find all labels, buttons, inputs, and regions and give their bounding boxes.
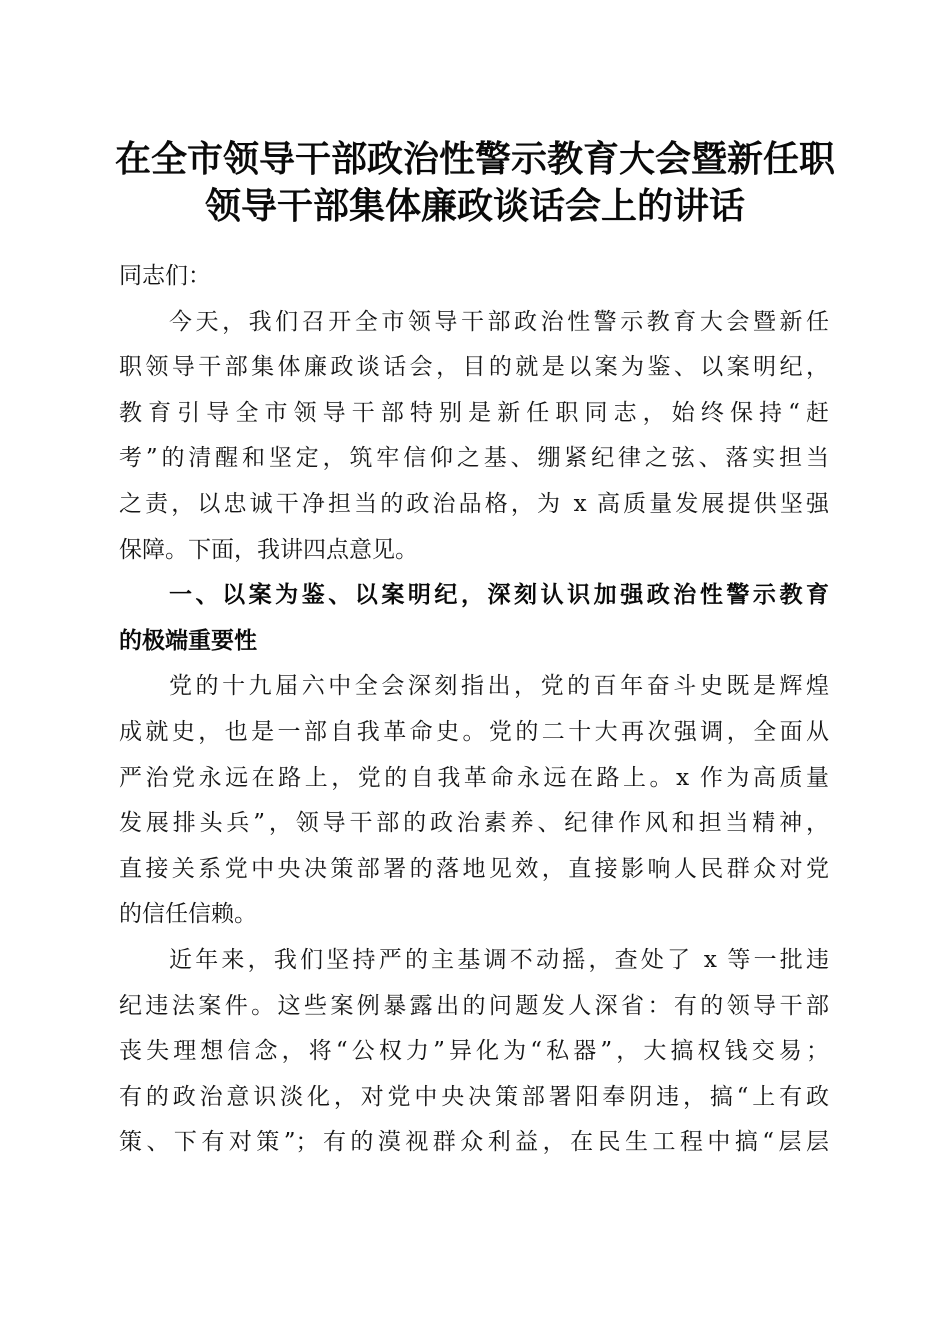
paragraph-line: 之责，以忠诚干净担当的政治品格，为 x 高质量发展提供坚强 <box>119 491 829 517</box>
paragraph-line: 有的政治意识淡化，对党中央决策部署阳奉阴违，搞“上有政 <box>119 1083 829 1110</box>
paragraph-line: 教育引导全市领导干部特别是新任职同志，始终保持“赶 <box>119 399 829 426</box>
paragraph-line: 保障。下面，我讲四点意见。 <box>119 536 418 563</box>
paragraph-line: 丧失理想信念，将“公权力”异化为“私器”，大搞权钱交易； <box>119 1038 829 1065</box>
paragraph-line: 严治党永远在路上，党的自我革命永远在路上。x 作为高质量 <box>119 764 829 791</box>
paragraph-line: 考”的清醒和坚定，筑牢信仰之基、绷紧纪律之弦、落实担当 <box>119 445 829 472</box>
section-heading-line: 的极端重要性 <box>119 627 257 654</box>
paragraph-line: 直接关系党中央决策部署的落地见效，直接影响人民群众对党 <box>119 855 829 882</box>
paragraph-line: 纪违法案件。这些案例暴露出的问题发人深省：有的领导干部 <box>119 992 829 1019</box>
paragraph-line: 近年来，我们坚持严的主基调不动摇，查处了 x 等一批违 <box>169 947 829 973</box>
paragraph-line: 成就史，也是一部自我革命史。党的二十大再次强调，全面从 <box>119 719 829 745</box>
paragraph-line: 的信任信赖。 <box>119 901 257 928</box>
section-heading-line: 一、以案为鉴、以案明纪，深刻认识加强政治性警示教育 <box>169 582 829 609</box>
paragraph-line: 职领导干部集体廉政谈话会，目的就是以案为鉴、以案明纪， <box>119 354 829 381</box>
paragraph-line: 党的十九届六中全会深刻指出，党的百年奋斗史既是辉煌 <box>169 673 829 700</box>
paragraph-line: 策、下有对策”；有的漠视群众利益，在民生工程中搞“层层 <box>119 1129 829 1156</box>
document-title-line-1: 在全市领导干部政治性警示教育大会暨新任职 <box>114 139 835 180</box>
document-title-line-2: 领导干部集体廉政谈话会上的讲话 <box>204 186 745 227</box>
paragraph-line: 同志们： <box>119 263 211 289</box>
paragraph-line: 发展排头兵”，领导干部的政治素养、纪律作风和担当精神， <box>119 810 829 837</box>
paragraph-line: 今天，我们召开全市领导干部政治性警示教育大会暨新任 <box>169 308 829 335</box>
